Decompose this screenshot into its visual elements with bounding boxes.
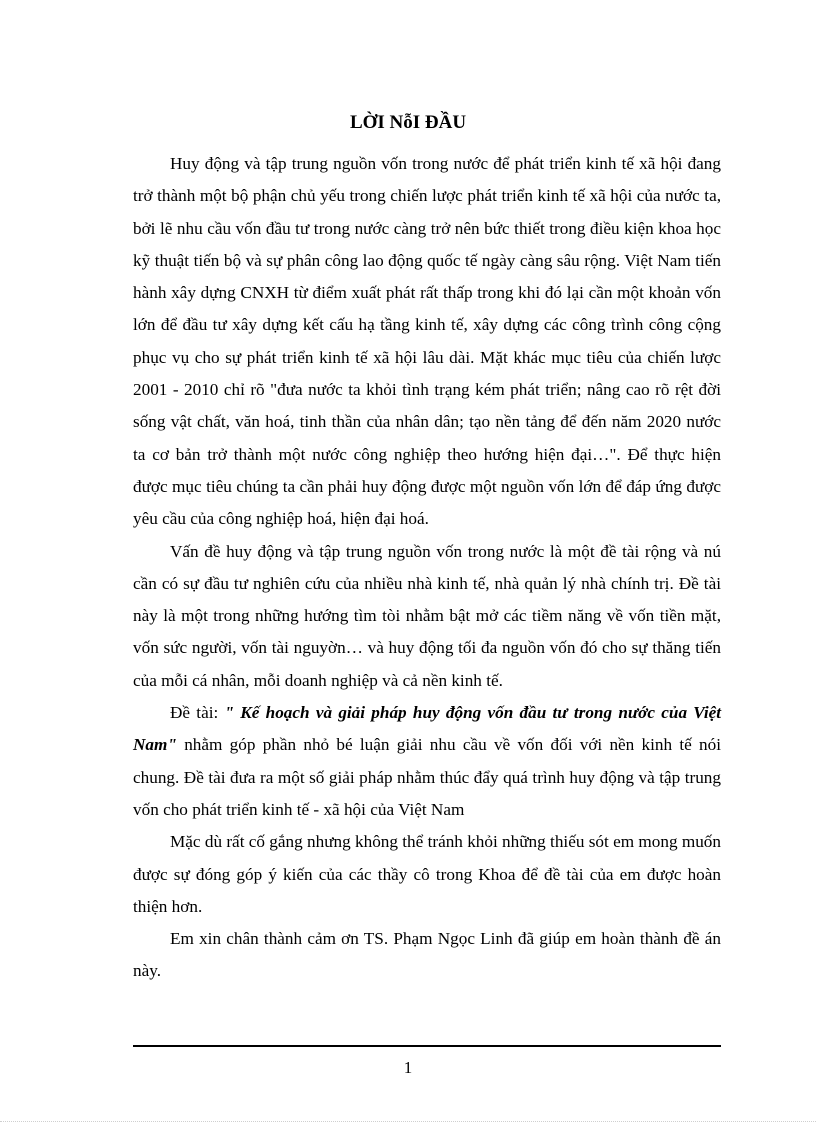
paragraph-apology: Mặc dù rất cố gắng nhưng không thể tránh khỏi những thiếu sót em mong muốn được sự đóng góp ý kiến của các thầy cô trong Khoa để đề tài của em được hoàn thiện hơn. [133, 832, 721, 916]
topic-description: nhằm góp phần nhỏ bé luận giải nhu cầu về vốn đối với nền kinh tế nói chung. Đề tài đưa ra một số giải pháp nhằm thúc đẩy quá trình huy động và tập trung vốn cho phát triển kinh tế - xã hội của Việt Nam [133, 735, 721, 819]
paragraph-topic-scope: Vấn đề huy động và tập trung nguồn vốn trong nước là một đề tài rộng và nú cần có sự đầu tư nghiên cứu của nhiều nhà kinh tế, nhà quản lý nhà chính trị. Đề tài này là một trong những hướng tìm tòi nhằm bật mở các tiềm năng về vốn tiền mặt, vốn sức người, vốn tài nguyờn… và huy động tối đa nguồn vốn đó cho sự thăng tiến của mỗi cá nhân, mỗi doanh nghiệp và cả nền kinh tế. [133, 541, 721, 690]
page-number: 1 [403, 1058, 413, 1077]
footer-rule [133, 1045, 721, 1047]
document-body [133, 148, 721, 988]
topic-emphasis: " Kế hoạch và giải pháp huy động vốn đầu tư trong nước của Việt Nam" [133, 703, 722, 755]
paragraph-intro: Huy động và tập trung nguồn vốn trong nước để phát triển kinh tế xã hội đang trở thành một bộ phận chủ yếu trong chiến lược phát triển kinh tế xã hội của nước ta, bởi lẽ nhu cầu vốn đầu tư trong nước càng trở nên bức thiết trong điều kiện khoa học kỹ thuật tiến bộ và sự phân công lao động quốc tế ngày càng sâu rộng. Việt Nam tiến hành xây dựng CNXH từ điểm xuất phát rất thấp trong khi đó lại cần một khoản vốn lớn để đầu tư xây dựng kết cấu hạ tầng kinh tế, xây dựng các công trình công cộng phục vụ cho sự phát triển kinh tế xã hội lâu dài. Mặt khác mục tiêu của chiến lược 2001 - 2010 chỉ rõ "đưa nước ta khỏi tình trạng kém phát triển; nâng cao rõ rệt đời sống vật chất, văn hoá, tinh thần của nhân dân; tạo nền tảng để đến năm 2020 nước ta cơ bản trở thành một nước công nghiệp theo hướng hiện đại…". Để thực hiện được mục tiêu chúng ta cần phải huy động được một nguồn vốn lớn để đáp ứng được yêu cầu của công nghiệp hoá, hiện đại hoá. [133, 154, 721, 529]
paragraph-topic-title [133, 697, 721, 826]
page-edge [0, 1121, 816, 1122]
page-title: LỜI NỗI ĐẦU [349, 112, 467, 133]
topic-label: Đề tài: [170, 703, 225, 723]
paragraph-thanks: Em xin chân thành cảm ơn TS. Phạm Ngọc Linh đã giúp em hoàn thành đề án này. [133, 929, 721, 981]
